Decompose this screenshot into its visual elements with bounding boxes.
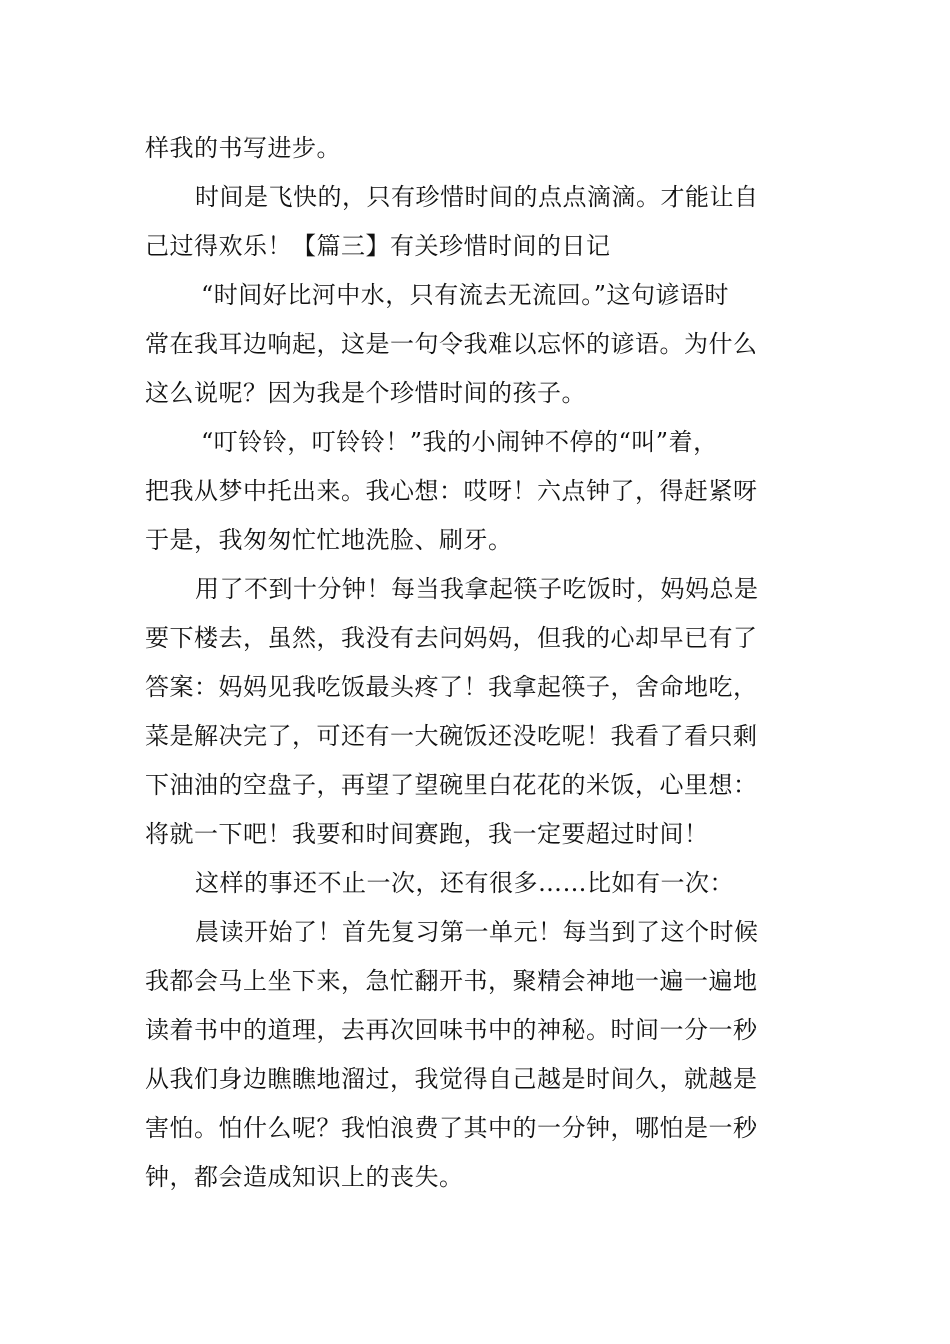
text-line: 己过得欢乐！【篇三】有关珍惜时间的日记: [145, 232, 611, 260]
article-body: [145, 124, 810, 1202]
text-line: 这么说呢？因为我是个珍惜时间的孩子。: [145, 379, 586, 407]
text-line: 害怕。怕什么呢？我怕浪费了其中的一分钟，哪怕是一秒: [145, 1114, 758, 1142]
text-line: 于是，我匆匆忙忙地洗脸、刷牙。: [145, 526, 513, 554]
text-line: 将就一下吧！我要和时间赛跑，我一定要超过时间！: [145, 820, 709, 848]
text-line: 答案：妈妈见我吃饭最头疼了！我拿起筷子，舍命地吃，: [145, 673, 758, 701]
text-line: 我都会马上坐下来，急忙翻开书，聚精会神地一遍一遍地: [145, 967, 758, 995]
text-line: 要下楼去，虽然，我没有去问妈妈，但我的心却早已有了: [145, 624, 758, 652]
text-line: 下油油的空盘子，再望了望碗里白花花的米饭，心里想：: [145, 771, 758, 799]
text-line: “叮铃铃，叮铃铃！”我的小闹钟不停的“叫”着，: [201, 428, 718, 456]
text-line: 晨读开始了！首先复习第一单元！每当到了这个时候: [195, 918, 759, 946]
text-line: 读着书中的道理，去再次回味书中的神秘。时间一分一秒: [145, 1016, 758, 1044]
text-line: “时间好比河中水，只有流去无流回。”这句谚语时: [201, 281, 730, 309]
text-line: 时间是飞快的，只有珍惜时间的点点滴滴。才能让自: [195, 183, 759, 211]
text-line: 菜是解决完了，可还有一大碗饭还没吃呢！我看了看只剩: [145, 722, 758, 750]
text-line: 钟，都会造成知识上的丧失。: [145, 1163, 464, 1191]
text-line: 用了不到十分钟！每当我拿起筷子吃饭时，妈妈总是: [195, 575, 759, 603]
text-line: 样我的书写进步。: [145, 134, 341, 162]
text-line: 把我从梦中托出来。我心想：哎呀！六点钟了，得赶紧呀: [145, 477, 758, 505]
text-line: 常在我耳边响起，这是一句令我难以忘怀的谚语。为什么: [145, 330, 758, 358]
text-line: 这样的事还不止一次，还有很多……比如有一次：: [195, 869, 734, 897]
text-line: 从我们身边瞧瞧地溜过，我觉得自己越是时间久，就越是: [145, 1065, 758, 1093]
